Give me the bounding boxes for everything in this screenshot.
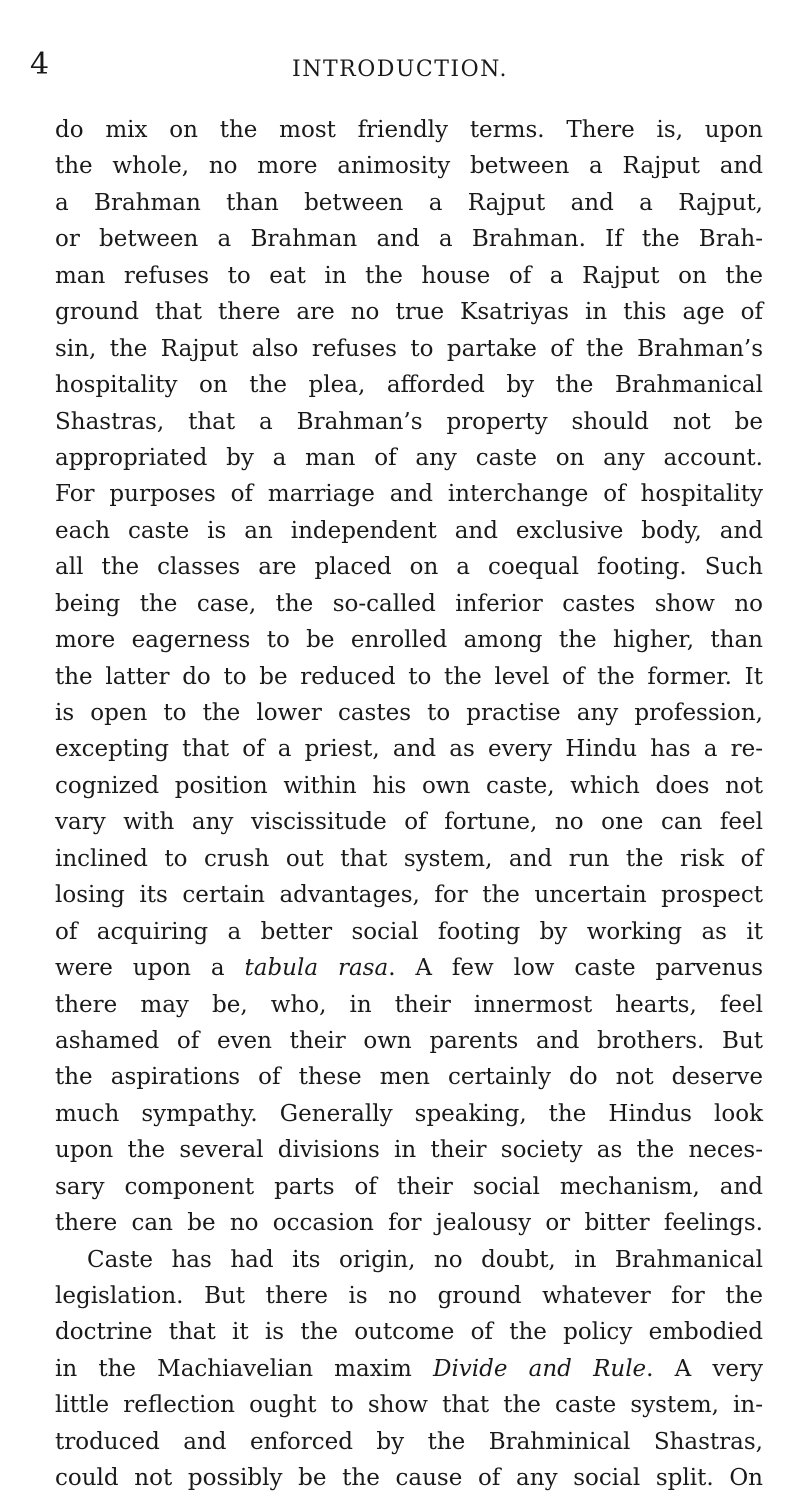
italic-phrase: tabula rasa [244, 955, 389, 982]
text-line [55, 950, 763, 986]
text-line: cognized position within his own caste, which does not [55, 772, 763, 799]
text-line: or between a Brahman and a Brahman. If the Brah- [55, 226, 763, 253]
text-line: Caste has had its origin, no doubt, in Brahmanical [87, 1246, 763, 1273]
text-line: the latter do to be reduced to the level of the former. It [55, 663, 763, 690]
text-line: could not possibly be the cause of any social split. On [55, 1465, 763, 1492]
text-line: legislation. But there is no ground whatever for the [55, 1283, 763, 1309]
text-line: all the classes are placed on a coequal footing. Such [55, 554, 763, 581]
text-segment: were upon a [55, 955, 245, 982]
text-segment: . A few low caste parvenus [388, 955, 763, 982]
page-header [0, 47, 800, 90]
text-line: sary component parts of their social mechanism, and [55, 1173, 763, 1200]
text-line: a Brahman than between a Rajput and a Rajput, [55, 189, 763, 216]
text-line: vary with any viscissitude of fortune, no one can feel [55, 809, 763, 836]
text-line: there may be, who, in their innermost hearts, feel [55, 991, 763, 1018]
text-line: For purposes of marriage and interchange of hospitality [55, 481, 763, 508]
text-line: more eagerness to be enrolled among the higher, than [55, 627, 763, 654]
text-line: the whole, no more animosity between a Rajput and [55, 153, 763, 180]
text-line: there can be no occasion for jealousy or bitter feelings. [55, 1210, 763, 1237]
text-line: losing its certain advantages, for the uncertain prospect [55, 882, 763, 909]
text-segment: . A very [646, 1355, 764, 1382]
page-number: 4 [30, 47, 50, 82]
text-line: doctrine that it is the outcome of the policy embodied [55, 1319, 763, 1346]
text-line: Shastras, that a Brahman’s property should not be [55, 408, 763, 435]
text-line: upon the several divisions in their society as the neces- [55, 1137, 763, 1164]
text-line: troduced and enforced by the Brahminical Shastras, [55, 1428, 763, 1455]
text-line: appropriated by a man of any caste on any account. [55, 444, 763, 471]
text-line: ashamed of even their own parents and brothers. But [55, 1027, 763, 1054]
text-line: little reflection ought to show that the caste system, in- [55, 1392, 763, 1419]
text-line: of acquiring a better social footing by working as it [55, 918, 763, 945]
text-line: man refuses to eat in the house of a Rajput on the [55, 262, 763, 289]
text-line: hospitality on the plea, afforded by the Brahmanical [55, 372, 763, 399]
text-line: being the case, the so-called inferior castes show no [55, 590, 763, 617]
text-line: much sympathy. Generally speaking, the Hindus look [55, 1100, 763, 1127]
text-line: excepting that of a priest, and as every Hindu has a re- [55, 736, 763, 763]
text-line: sin, the Rajput also refuses to partake of the Brahman’s [55, 335, 763, 362]
text-line: inclined to crush out that system, and run the risk of [55, 845, 763, 872]
text-line: do mix on the most friendly terms. There is, upon [55, 117, 763, 143]
text-line: ground that there are no true Ksatriyas in this age of [55, 299, 763, 326]
text-line [55, 1351, 763, 1387]
text-segment: in the Machiavelian maxim [55, 1355, 434, 1382]
text-line: the aspirations of these men certainly do not deserve [55, 1064, 763, 1091]
italic-phrase: Divide and Rule [433, 1355, 647, 1382]
body-text [55, 112, 763, 1497]
text-line: each caste is an independent and exclusive body, and [55, 517, 763, 544]
running-head: INTRODUCTION. [292, 57, 508, 82]
text-line: is open to the lower castes to practise any profession, [55, 700, 763, 726]
